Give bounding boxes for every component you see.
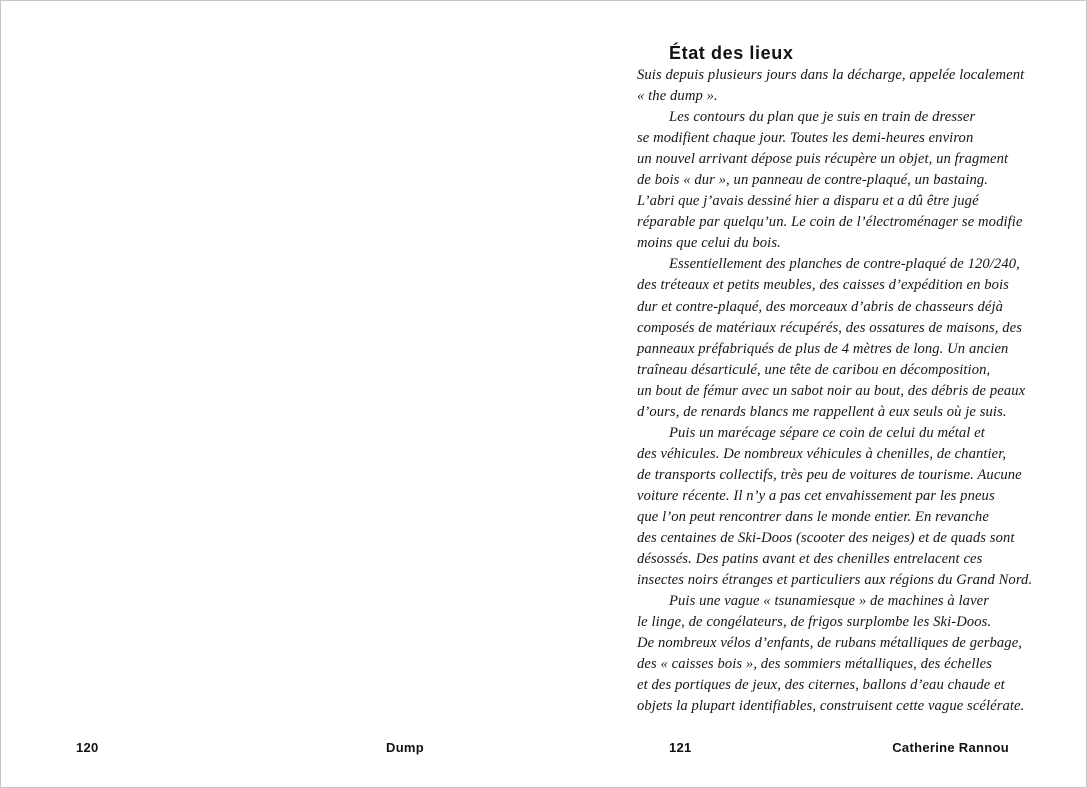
body-line: désossés. Des patins avant et des chenilles entrelacent ces bbox=[637, 551, 983, 568]
body-line: objets la plupart identifiables, construisent cette vague scélérate. bbox=[637, 698, 1025, 715]
body-line: De nombreux vélos d’enfants, de rubans métalliques de gerbage, bbox=[637, 635, 1023, 652]
body-line: « the dump ». bbox=[637, 88, 718, 105]
body-line: Essentiellement des planches de contre-plaqué de 120/240, bbox=[669, 256, 1020, 273]
body-line: Puis une vague « tsunamiesque » de machines à laver bbox=[669, 593, 990, 610]
left-page-number: 120 bbox=[76, 740, 99, 755]
body-line: des tréteaux et petits meubles, des caisses d’expédition en bois bbox=[637, 277, 1009, 294]
body-line: traîneau désarticulé, une tête de caribou en décomposition, bbox=[637, 361, 991, 378]
body-line: des véhicules. De nombreux véhicules à chenilles, de chantier, bbox=[637, 445, 1007, 462]
body-line: composés de matériaux récupérés, des ossatures de maisons, des bbox=[637, 319, 1023, 336]
body-line: le linge, de congélateurs, de frigos surplombe les Ski-Doos. bbox=[637, 614, 992, 631]
body-line: Les contours du plan que je suis en train de dresser bbox=[669, 109, 976, 126]
body-line: de bois « dur », un panneau de contre-plaqué, un bastaing. bbox=[637, 172, 989, 189]
body-line: un nouvel arrivant dépose puis récupère un objet, un fragment bbox=[637, 151, 1009, 168]
body-line: voiture récente. Il n’y a pas cet envahissement par les pneus bbox=[637, 487, 995, 504]
body-line: panneaux préfabriqués de plus de 4 mètres de long. Un ancien bbox=[637, 340, 1009, 357]
body-line: moins que celui du bois. bbox=[637, 235, 781, 252]
body-line: dur et contre-plaqué, des morceaux d’abris de chasseurs déjà bbox=[637, 298, 1004, 315]
body-line: Suis depuis plusieurs jours dans la décharge, appelée localement bbox=[637, 67, 1025, 83]
body-line: Puis un marécage sépare ce coin de celui du métal et bbox=[669, 424, 985, 441]
body-line: L’abri que j’avais dessiné hier a disparu et a dû être jugé bbox=[637, 193, 979, 210]
running-footer-book-title: Dump bbox=[386, 740, 425, 755]
body-line: de transports collectifs, très peu de voitures de tourisme. Aucune bbox=[637, 466, 1022, 483]
body-line: des centaines de Ski-Doos (scooter des neiges) et de quads sont bbox=[637, 530, 1015, 547]
section-heading: État des lieux bbox=[669, 43, 794, 63]
body-line: des « caisses bois », des sommiers métalliques, des échelles bbox=[637, 656, 992, 673]
body-line: insectes noirs étranges et particuliers aux régions du Grand Nord. bbox=[637, 572, 1033, 589]
body-line: réparable par quelqu’un. Le coin de l’électroménager se modifie bbox=[637, 214, 1023, 231]
body-line: un bout de fémur avec un sabot noir au bout, des débris de peaux bbox=[637, 382, 1026, 399]
running-footer-author: Catherine Rannou bbox=[892, 740, 1009, 755]
right-page-number: 121 bbox=[669, 740, 692, 755]
body-line: se modifient chaque jour. Toutes les demi-heures environ bbox=[637, 130, 974, 147]
body-paragraphs bbox=[637, 65, 1077, 717]
body-line: et des portiques de jeux, des citernes, ballons d’eau chaude et bbox=[637, 677, 1005, 694]
right-page-text-block bbox=[637, 42, 1077, 717]
body-line: que l’on peut rencontrer dans le monde entier. En revanche bbox=[637, 508, 989, 525]
body-line: d’ours, de renards blancs me rappellent à eux seuls où je suis. bbox=[637, 403, 1007, 420]
